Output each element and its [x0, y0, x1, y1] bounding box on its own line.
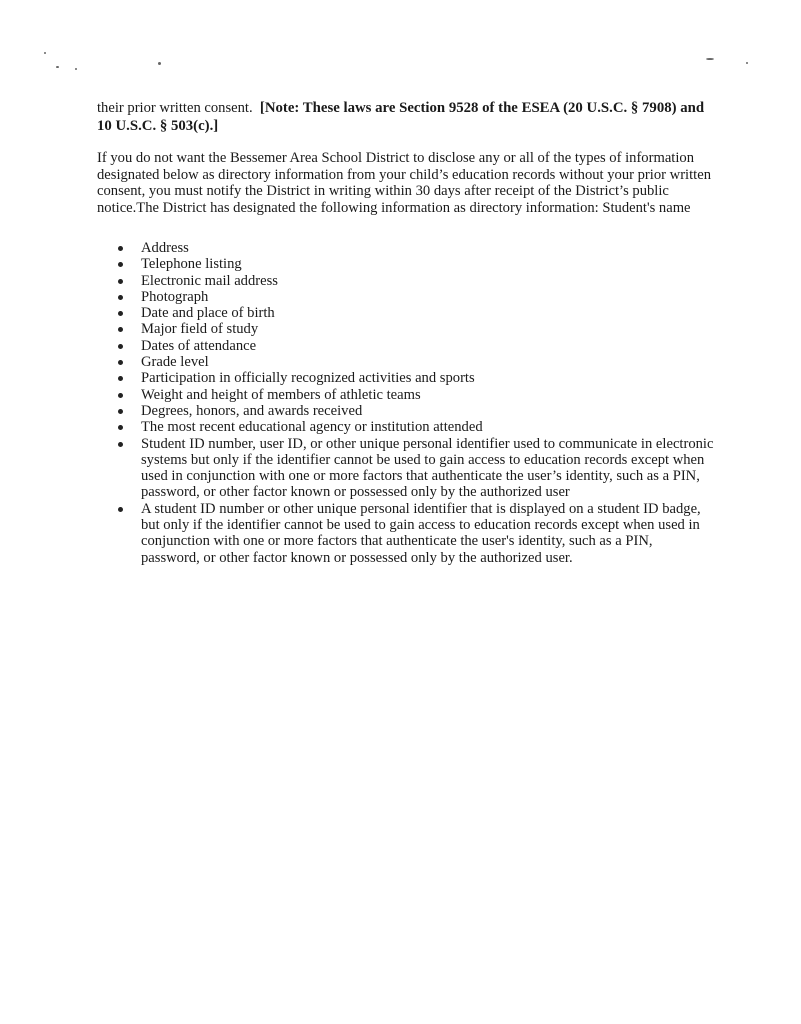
list-item-line: Student ID number, user ID, or other unique personal identifier used to communicate in electronic: [141, 435, 714, 452]
list-item: [115, 240, 713, 256]
list-item-line: conjunction with one or more factors that authenticate the user's identity, such as a PIN,: [141, 533, 653, 550]
list-item: [115, 403, 713, 419]
list-item: [115, 321, 713, 337]
scan-speck: [56, 66, 59, 68]
list-item-line: password, or other factor known or possessed only by the authorized user: [141, 484, 570, 501]
list-item-line: but only if the identifier cannot be used to gain access to education records except when used in: [141, 517, 700, 534]
list-item-line: Date and place of birth: [141, 305, 275, 322]
list-item: [115, 354, 713, 370]
list-item-line: Address: [141, 240, 189, 256]
list-item-line: The most recent educational agency or institution attended: [141, 419, 483, 436]
list-item-line: used in conjunction with one or more factors that authenticate the user’s identity, such as a PIN,: [141, 468, 700, 485]
list-item-line: Electronic mail address: [141, 272, 278, 289]
list-item-line: Photograph: [141, 288, 209, 305]
note-line-1: [97, 100, 704, 116]
list-item-line: Major field of study: [141, 321, 259, 338]
scan-speck: [746, 62, 748, 64]
list-item: [115, 305, 713, 321]
paragraph-line: designated below as directory information from your child’s education records without your prior written: [97, 167, 711, 183]
list-item: [115, 256, 713, 272]
directory-info-list: [115, 240, 713, 566]
note-line-2: 10 U.S.C. § 503(c).]: [97, 118, 219, 134]
scan-speck: [706, 58, 714, 60]
list-item: [115, 419, 713, 435]
list-item: [115, 501, 713, 566]
list-item-line: Grade level: [141, 354, 209, 371]
list-item: [115, 338, 713, 354]
paragraph-line: notice.The District has designated the following information as directory information: Student's name: [97, 200, 691, 216]
paragraph-line: consent, you must notify the District in writing within 30 days after receipt of the District’s public: [97, 183, 669, 199]
scan-speck: [158, 62, 161, 65]
consent-text: their prior written consent.: [97, 100, 253, 116]
list-item-line: password, or other factor known or possessed only by the authorized user.: [141, 549, 573, 566]
list-item-line: A student ID number or other unique personal identifier that is displayed on a student ID badge,: [141, 500, 701, 517]
list-item-line: Degrees, honors, and awards received: [141, 402, 363, 419]
list-item: [115, 289, 713, 305]
list-item: [115, 273, 713, 289]
list-item: [115, 436, 713, 501]
list-item-line: Telephone listing: [141, 256, 242, 273]
list-item: [115, 370, 713, 386]
scan-speck: [44, 52, 46, 54]
list-item-line: Weight and height of members of athletic teams: [141, 386, 421, 403]
paragraph-line: If you do not want the Bessemer Area School District to disclose any or all of the types of information: [97, 150, 694, 166]
note-bold: [Note: These laws are Section 9528 of the ESEA (20 U.S.C. § 7908) and: [259, 100, 705, 116]
list-item-line: Dates of attendance: [141, 337, 257, 354]
list-item-line: Participation in officially recognized activities and sports: [141, 370, 475, 387]
list-item-line: systems but only if the identifier cannot be used to gain access to education records except when: [141, 451, 705, 468]
list-item: [115, 387, 713, 403]
scan-speck: [75, 68, 77, 70]
